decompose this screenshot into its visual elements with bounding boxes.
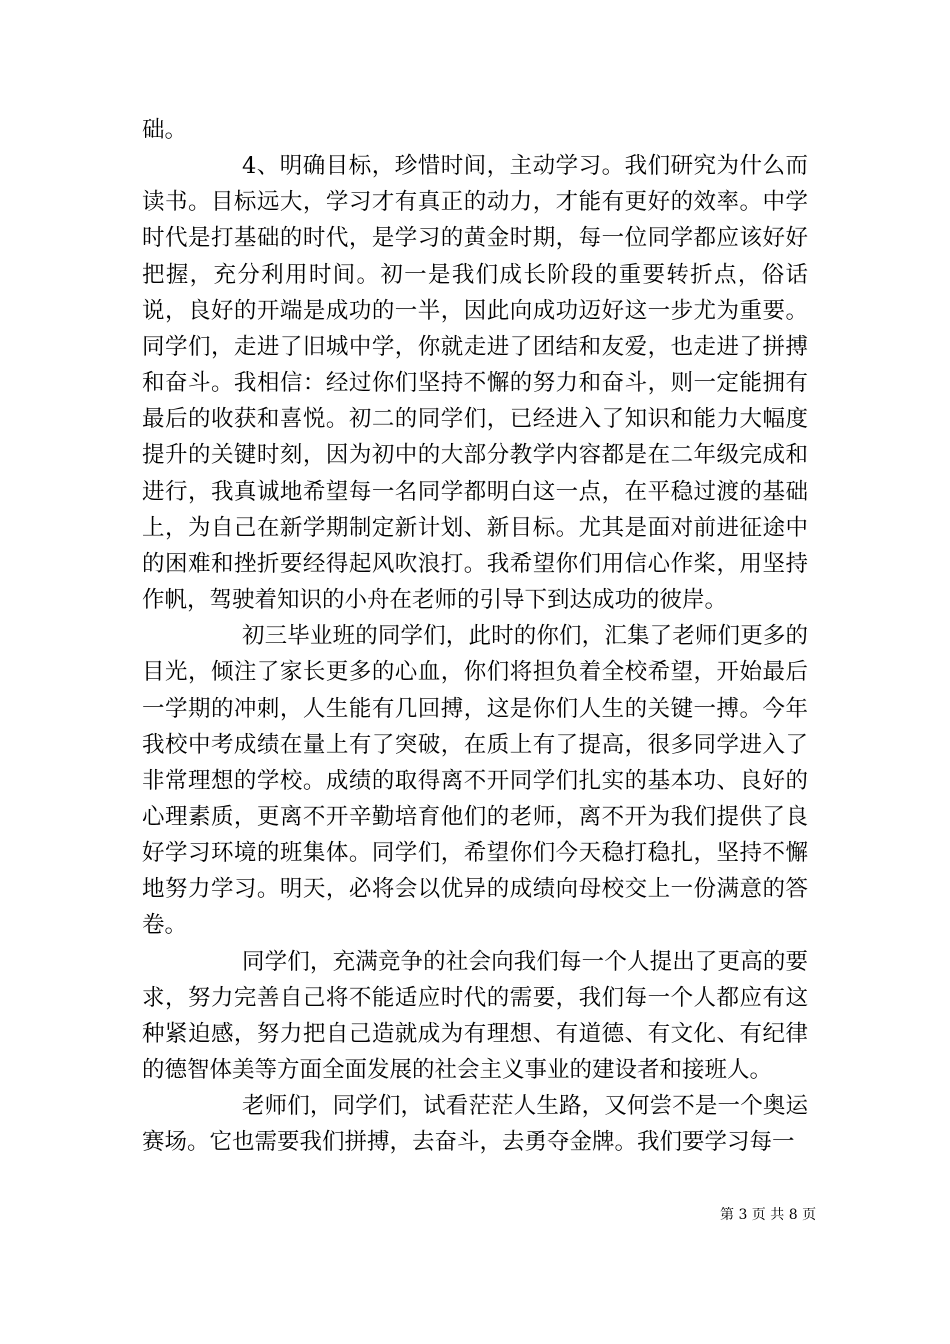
document-body xyxy=(142,112,808,1161)
paragraph-5: 老师们，同学们，试看茫茫人生路，又何尝不是一个奥运赛场。它也需要我们拼搏，去奋斗，去勇夺金牌。我们要学习每一 xyxy=(142,1093,808,1156)
paragraph-1: 础。 xyxy=(142,117,188,143)
paragraph-3: 初三毕业班的同学们，此时的你们，汇集了老师们更多的目光，倾注了家长更多的心血，你们将担负着全校希望，开始最后一学期的冲刺，人生能有几回搏，这是你们人生的关键一搏。今年我校中考成绩在量上有了突破，在质上有了提高，很多同学进入了非常理想的学校。成绩的取得离不开同学们扎实的基本功、良好的心理素质，更离不开辛勤培育他们的老师，离不开为我们提供了良好学习环境的班集体。同学们，希望你们今天稳打稳扎，坚持不懈地努力学习。明天，必将会以优异的成绩向母校交上一份满意的答卷。 xyxy=(142,623,808,939)
paragraph-4: 同学们，充满竞争的社会向我们每一个人提出了更高的要求，努力完善自己将不能适应时代的需要，我们每一个人都应有这种紧迫感，努力把自己造就成为有理想、有道德、有文化、有纪律的德智体美等方面全面发展的社会主义事业的建设者和接班人。 xyxy=(142,948,808,1084)
page-number-footer: 第 3 页 共 8 页 xyxy=(720,1207,817,1223)
paragraph-2: 4、明确目标，珍惜时间，主动学习。我们研究为什么而读书。目标远大，学习才有真正的动力，才能有更好的效率。中学时代是打基础的时代，是学习的黄金时期，每一位同学都应该好好把握，充分利用时间。初一是我们成长阶段的重要转折点，俗话说，良好的开端是成功的一半，因此向成功迈好这一步尤为重要。同学们，走进了旧城中学，你就走进了团结和友爱，也走进了拼搏和奋斗。我相信：经过你们坚持不懈的努力和奋斗，则一定能拥有最后的收获和喜悦。初二的同学们，已经进入了知识和能力大幅度提升的关键时刻，因为初中的大部分教学内容都是在二年级完成和进行，我真诚地希望每一名同学都明白这一点，在平稳过渡的基础上，为自己在新学期制定新计划、新目标。尤其是面对前进征途中的困难和挫折要经得起风吹浪打。我希望你们用信心作桨，用坚持作帆，驾驶着知识的小舟在老师的引导下到达成功的彼岸。 xyxy=(142,153,808,614)
